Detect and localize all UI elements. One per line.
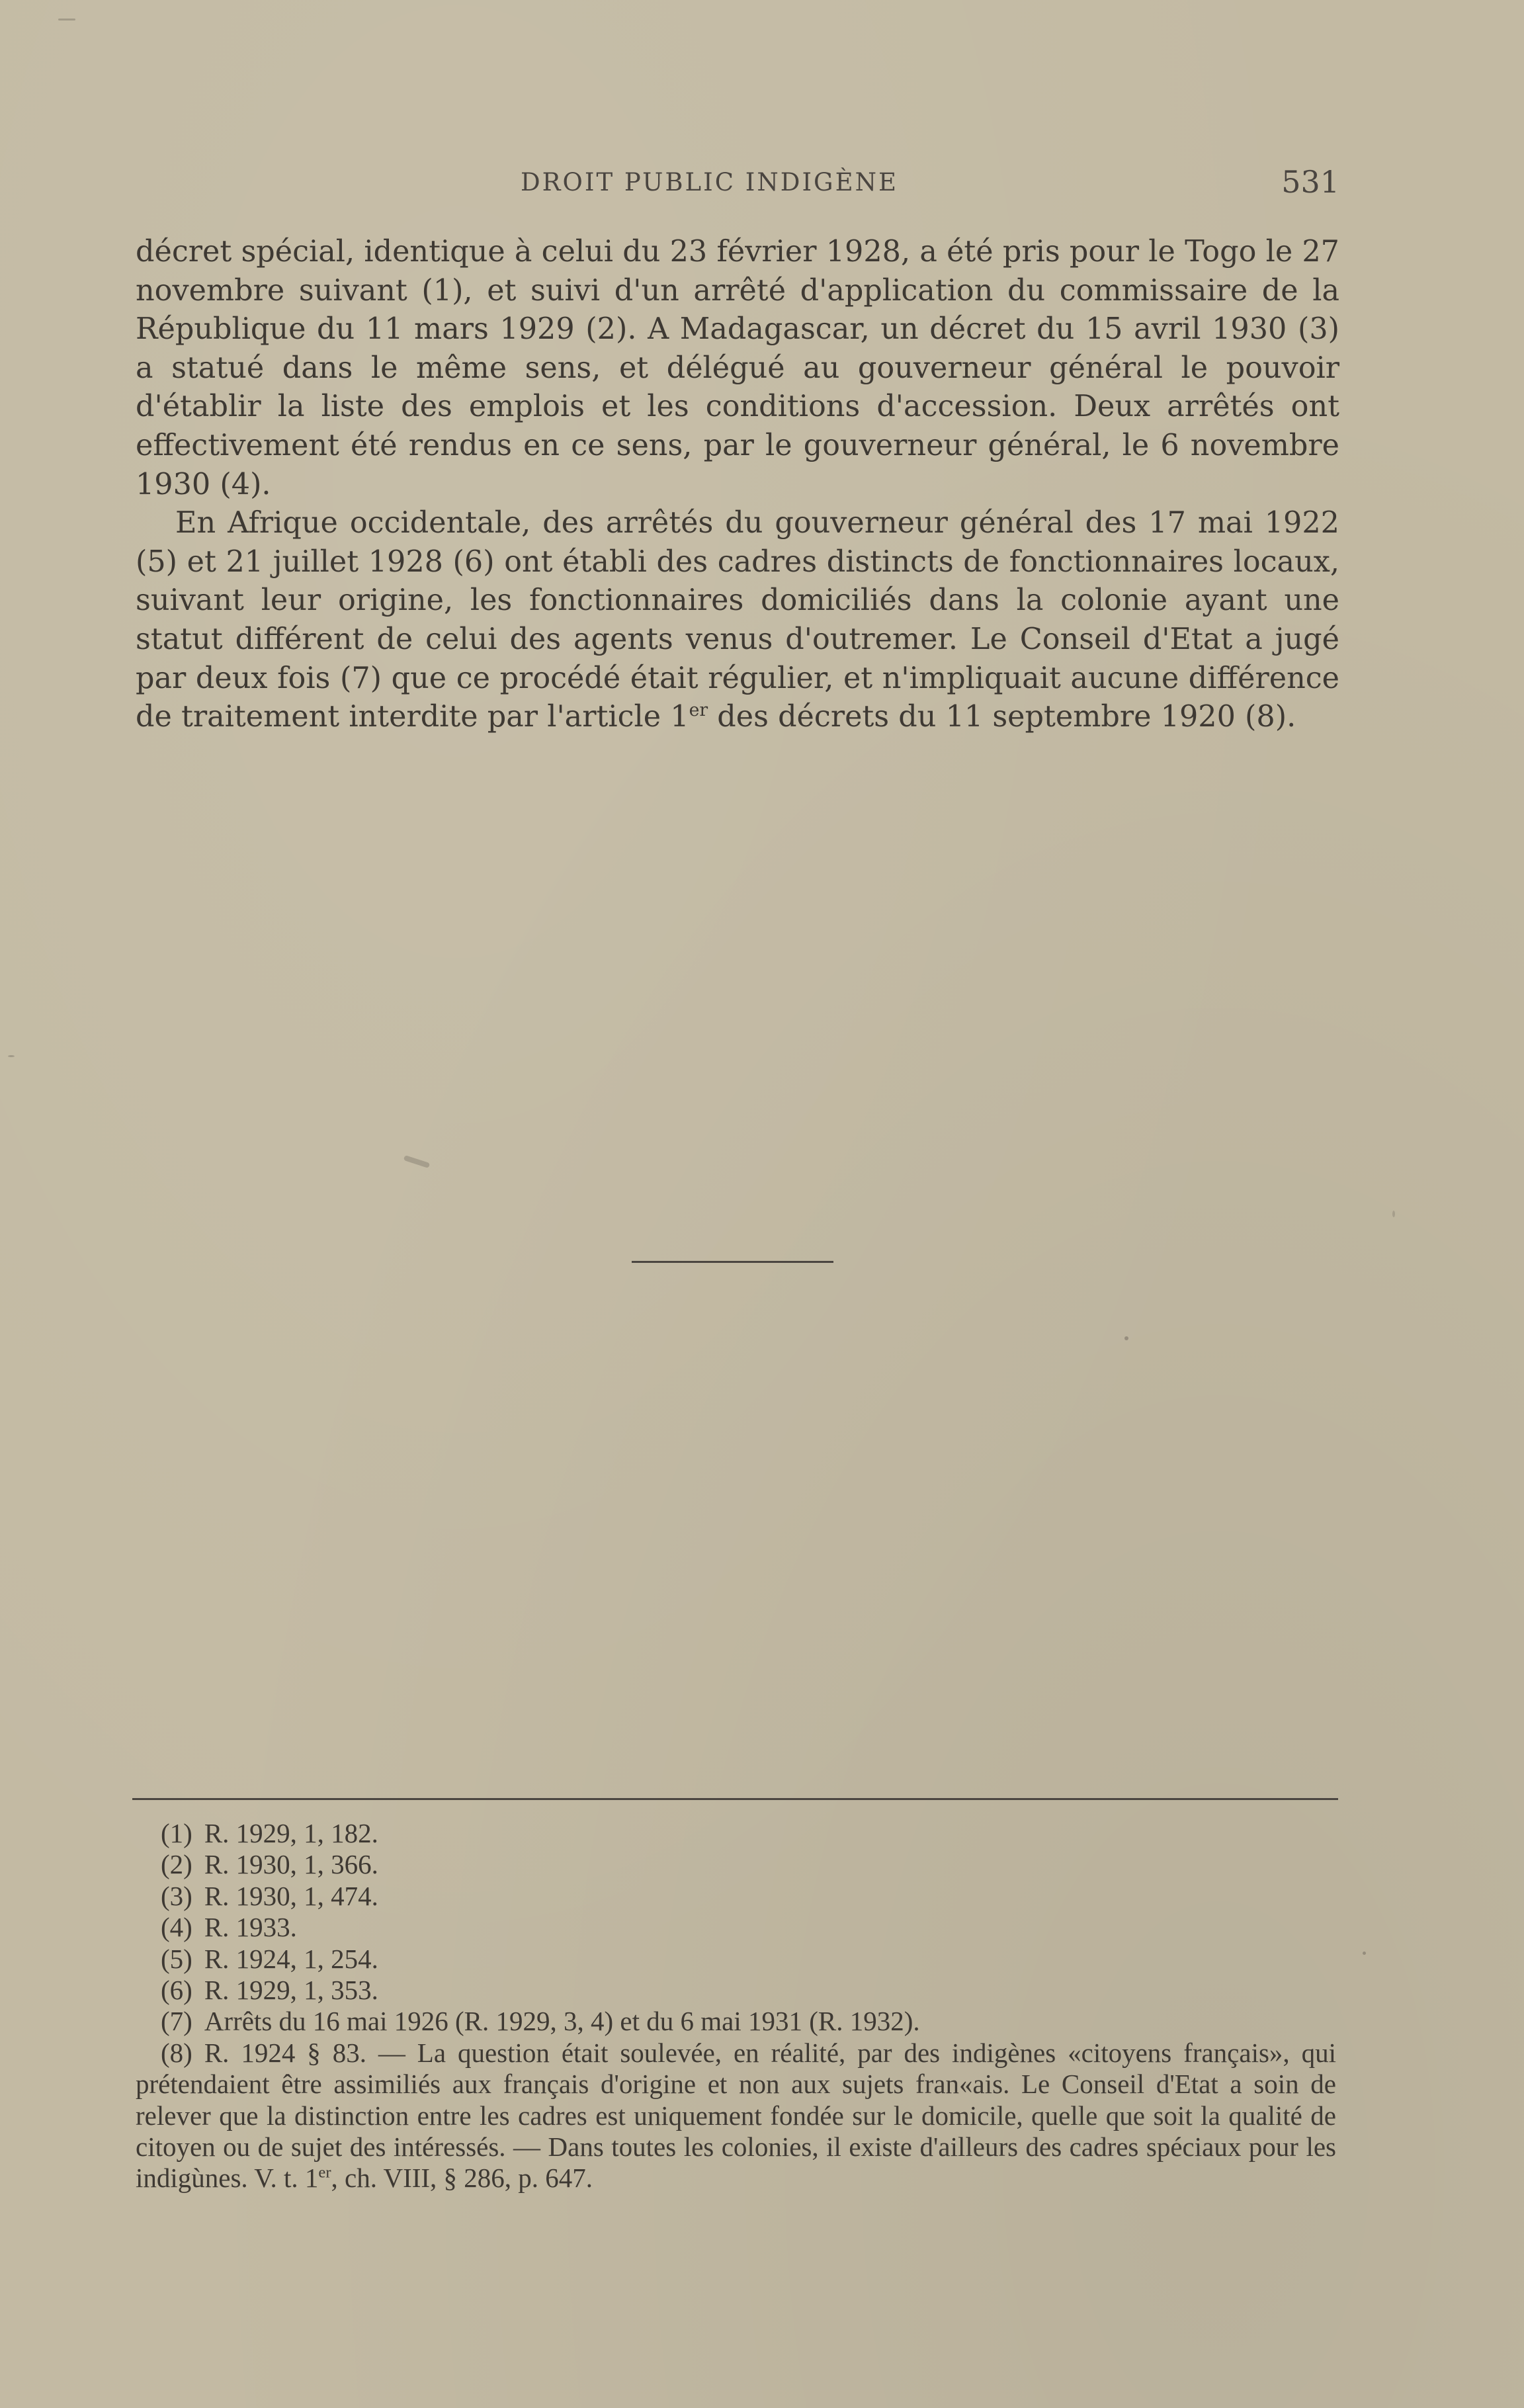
footnote <box>136 2006 1336 2037</box>
main-text <box>136 233 1339 737</box>
paragraph-2 <box>136 504 1339 737</box>
footnote-text: R. 1930, 1, 474. <box>204 1880 378 1911</box>
footnote-number: (6) <box>161 1975 192 2006</box>
paper-speck <box>1363 1952 1366 1955</box>
footnote-text: R. 1929, 1, 182. <box>204 1818 378 1848</box>
running-title: DROIT PUBLIC INDIGÈNE <box>521 168 899 196</box>
paper-speck <box>403 1155 431 1168</box>
paper-speck <box>8 1055 15 1057</box>
footnote-number: (7) <box>161 2006 192 2037</box>
footnote <box>136 1975 1336 2006</box>
footnote-number: (8) <box>161 2037 192 2068</box>
page-header <box>136 164 1339 204</box>
footnote <box>136 1818 1336 1849</box>
footnote-number: (4) <box>161 1912 192 1943</box>
paragraph-1: décret spécial, identique à celui du 23 février 1928, a été pris pour le Togo le 27 novembre suivant (1), et suivi d'un arrêté d'application du commissaire de la République du 11 mars 1929 (2). A Madagascar, un décret du 15 avril 1930 (3) a statué dans le même sens, et délégué au gouverneur général le pouvoir d'établir la liste des emplois et les conditions d'accession. Deux arrêtés ont effectivement été rendus en ce sens, par le gouverneur général, le 6 novembre 1930 (4). <box>136 235 1339 501</box>
footnote <box>136 1881 1336 1912</box>
footnote-superscript: er <box>318 2163 331 2182</box>
footnote-text: R. 1924 § 83. — La question était soulevée, en réalité, par des indigènes «citoyens français», qui prétendaient être assimiliés aux français d'origine et non aux sujets fran«ais. Le Conseil d'Etat a soin de relever que la distinction entre les cadres est uniquement fondée sur le domicile, quelle que soit la qualité de citoyen ou de sujet des intéressés. — Dans toutes les colonies, il existe d'ailleurs des cadres spéciaux pour les indigùnes. V. t. 1 <box>136 2037 1336 2194</box>
footnote <box>136 1849 1336 1880</box>
paper-speck <box>58 19 75 21</box>
paper-speck <box>1392 1211 1395 1217</box>
paragraph-2-text-end: des décrets du 11 septembre 1920 (8). <box>708 700 1296 734</box>
footnote-text: Arrêts du 16 mai 1926 (R. 1929, 3, 4) et du 6 mai 1931 (R. 1932). <box>204 2006 920 2037</box>
footnote <box>136 1944 1336 1975</box>
footnote-number: (3) <box>161 1880 192 1911</box>
footnote-text-end: , ch. VIII, § 286, p. 647. <box>331 2163 593 2194</box>
footnote-long <box>136 2038 1336 2194</box>
footnote-number: (2) <box>161 1849 192 1880</box>
footnote-text: R. 1930, 1, 366. <box>204 1849 378 1880</box>
footnote <box>136 1912 1336 1943</box>
paragraph-2-superscript: er <box>689 700 708 721</box>
footnote-text: R. 1933. <box>204 1912 297 1943</box>
footnote-number: (5) <box>161 1943 192 1974</box>
page-number: 531 <box>1281 164 1339 200</box>
footnotes <box>136 1818 1336 2194</box>
paper-speck <box>1124 1336 1128 1340</box>
paragraph-2-text: En Afrique occidentale, des arrêtés du gouverneur général des 17 mai 1922 (5) et 21 juillet 1928 (6) ont établi des cadres distincts de fonctionnaires locaux, suivant leur origine, les fonctionnaires domiciliés dans la colonie ayant une statut différent de celui des agents venus d'outremer. Le Conseil d'Etat a jugé par deux fois (7) que ce procédé était régulier, et n'impliquait aucune différence de traitement interdite par l'article 1 <box>136 506 1339 734</box>
footnote-text: R. 1929, 1, 353. <box>204 1975 378 2006</box>
footnote-number: (1) <box>161 1818 192 1848</box>
footnote-divider <box>132 1798 1338 1800</box>
section-divider <box>632 1261 833 1263</box>
footnote-text: R. 1924, 1, 254. <box>204 1943 378 1974</box>
